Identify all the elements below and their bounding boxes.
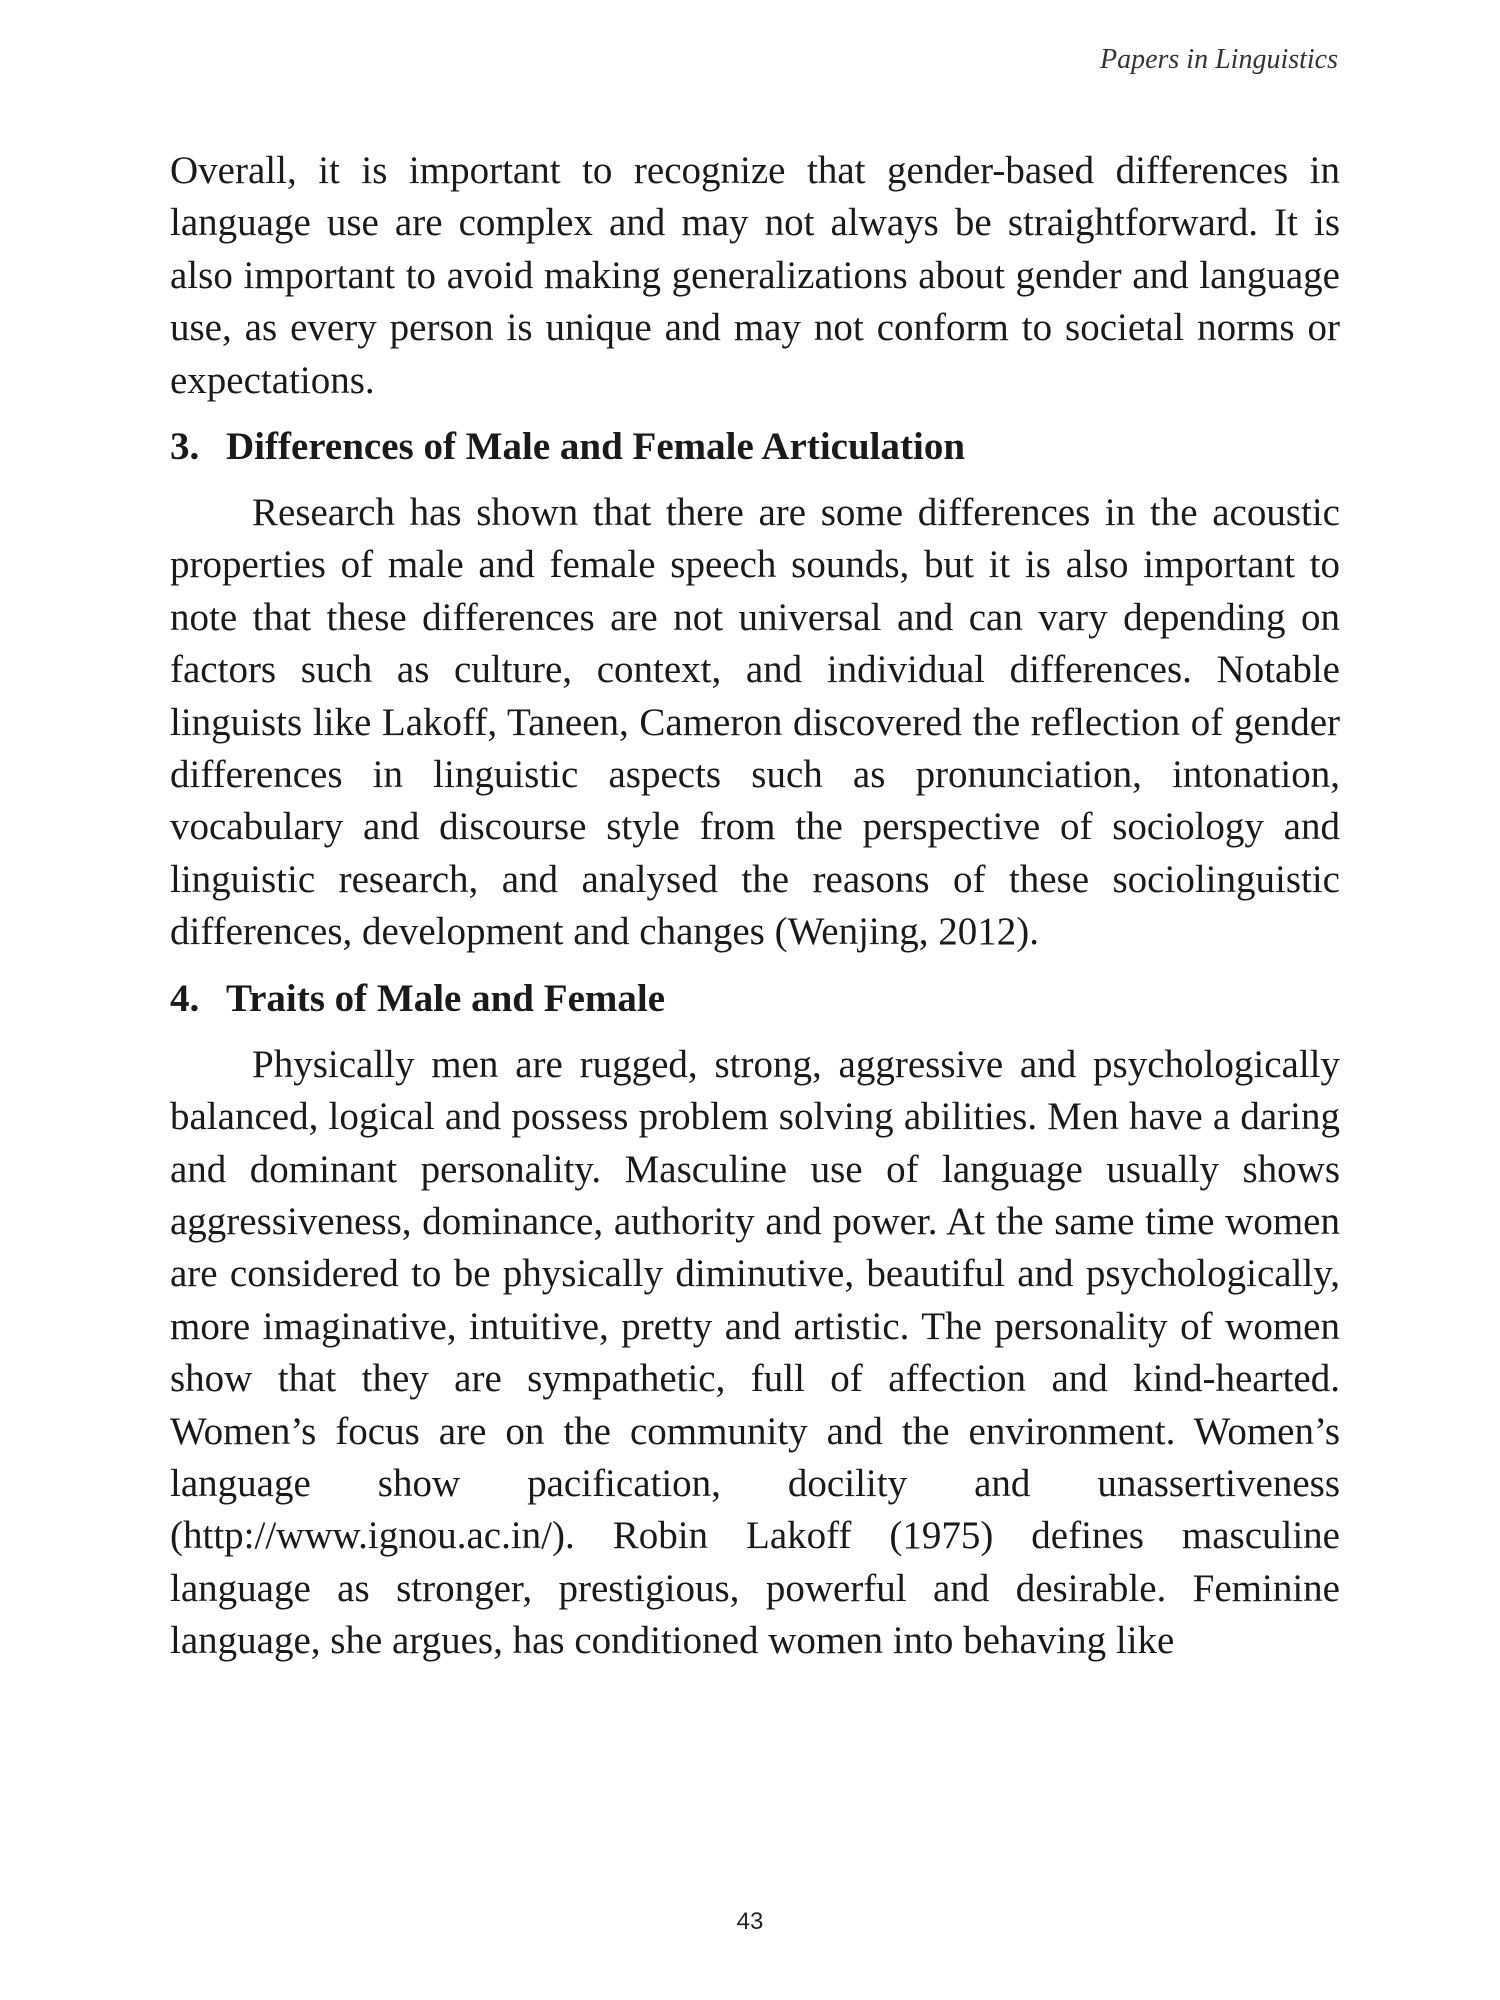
section-3-title: Differences of Male and Female Articulation [226, 425, 966, 469]
page-body [170, 145, 1340, 1668]
section-4-paragraph: Physically men are rugged, strong, aggressive and psychologically balanced, logical and possess problem solving abilities. Men have a daring and dominant personality. Masculine use of language usually shows aggressiveness, dominance, authority and power. At the same time women are considered to be physically diminutive, beautiful and psychologically, more imaginative, intuitive, pretty and artistic. The personality of women show that they are sympathetic, full of affection and kind-hearted. Women’s focus are on the community and the environment. Women’s language show pacification, docility and unassertiveness (http://www.ignou.ac.in/). Robin Lakoff (1975) defines masculine language as stronger, prestigious, powerful and desirable. Feminine language, she argues, has conditioned women into behaving like [170, 1042, 1340, 1663]
section-4-heading [170, 973, 1340, 1025]
running-header-title: Papers in Linguistics [1099, 44, 1338, 75]
intro-paragraph: Overall, it is important to recognize that gender-based differences in language use are complex and may not always be straightforward. It is also important to avoid making generalizations about gender and language use, as every person is unique and may not conform to societal norms or expectations. [170, 149, 1340, 402]
section-4-number: 4. [170, 976, 200, 1020]
section-3-paragraph: Research has shown that there are some differences in the acoustic properties of male and female speech sounds, but it is also important to note that these differences are not universal and can vary depending on factors such as culture, context, and individual differences. Notable linguists like Lakoff, Taneen, Cameron discovered the reflection of gender differences in linguistic aspects such as pronunciation, intonation, vocabulary and discourse style from the perspective of sociology and linguistic research, and analysed the reasons of these sociolinguistic differences, development and changes (Wenjing, 2012). [170, 491, 1340, 954]
section-3-number: 3. [170, 425, 200, 469]
section-3-heading [170, 421, 1340, 473]
page-number: 43 [736, 1908, 764, 1935]
section-4-title: Traits of Male and Female [226, 976, 666, 1020]
